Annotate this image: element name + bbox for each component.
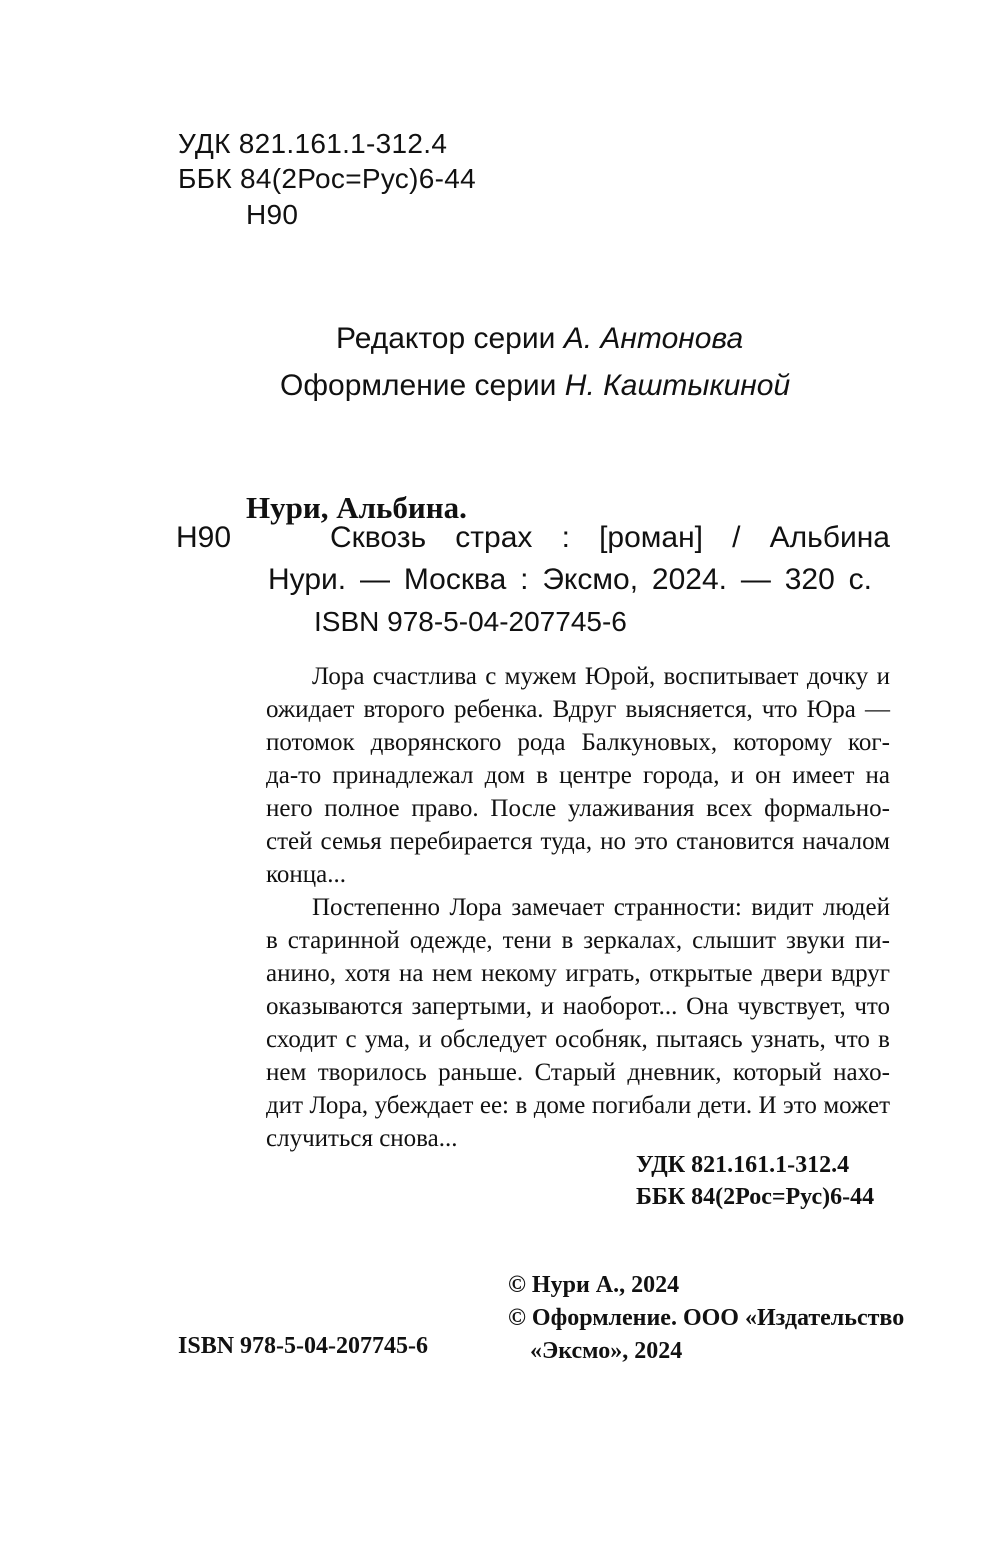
annotation-p2-line: случиться снова... <box>266 1125 458 1152</box>
bbk-code-top: ББК 84(2Рос=Рус)6-44 <box>178 163 476 194</box>
annotation-p1-line: него полное право. После улаживания всех формально- <box>266 795 890 822</box>
annotation-p1-line: стей семья перебирается туда, но это становится началом <box>266 828 890 855</box>
annotation-p1-line: Лора счастлива с мужем Юрой, воспитывает дочку и <box>312 663 890 690</box>
copyright-design-line-2: «Эксмо», 2024 <box>530 1338 683 1364</box>
annotation-p1-line: ожидает второго ребенка. Вдруг выясняется, что Юра — <box>266 696 890 723</box>
copyright-author: © Нури А., 2024 <box>508 1272 680 1298</box>
udk-code-top: УДК 821.161.1-312.4 <box>178 128 448 159</box>
record-heading: Нури, Альбина. <box>246 490 467 525</box>
annotation-p2-line: сходит с ума, и обследует особняк, пытаясь узнать, что в <box>266 1026 890 1053</box>
annotation-p1-line: потомок дворянского рода Балкуновых, которому ког- <box>266 729 890 756</box>
annotation-p2-line: дит Лора, убеждает ее: в доме погибали дети. И это может <box>266 1092 890 1119</box>
annotation-p2-line: Постепенно Лора замечает странности: видит людей <box>312 894 890 921</box>
annotation-p2-line: нем творилось раньше. Старый дневник, который нахо- <box>266 1059 890 1086</box>
series-editor-name: А. Антонова <box>563 322 744 355</box>
udk-code-bottom: УДК 821.161.1-312.4 <box>636 1152 850 1178</box>
copyright-design-line-1: © Оформление. ООО «Издательство <box>508 1305 905 1331</box>
annotation-p1-line: конца... <box>266 861 346 888</box>
author-mark-top: Н90 <box>246 199 299 230</box>
record-line-1: Сквозь страх : [роман] / Альбина <box>330 521 890 554</box>
annotation-p2-line: в старинной одежде, тени в зеркалах, слышит звуки пи- <box>266 927 890 954</box>
series-editor-label: Редактор серии <box>336 322 556 355</box>
annotation-p2-line: анино, хотя на нем некому играть, открытые двери вдруг <box>266 960 890 987</box>
series-design <box>280 369 790 403</box>
record-isbn: ISBN 978-5-04-207745-6 <box>314 606 627 637</box>
annotation <box>266 660 890 1155</box>
series-design-name: Н. Каштыкиной <box>564 369 791 402</box>
series-editor <box>336 322 743 356</box>
annotation-p1-line: да-то принадлежал дом в центре города, и он имеет на <box>266 762 890 789</box>
annotation-p2-line: оказываются запертыми, и наоборот... Она чувствует, что <box>266 993 890 1020</box>
series-design-label: Оформление серии <box>280 369 557 402</box>
record-author-mark: Н90 <box>176 521 232 554</box>
footer-isbn: ISBN 978-5-04-207745-6 <box>178 1333 428 1359</box>
record-line-2: Нури. — Москва : Эксмо, 2024. — 320 с. <box>268 563 872 596</box>
bbk-code-bottom: ББК 84(2Рос=Рус)6-44 <box>636 1184 875 1210</box>
